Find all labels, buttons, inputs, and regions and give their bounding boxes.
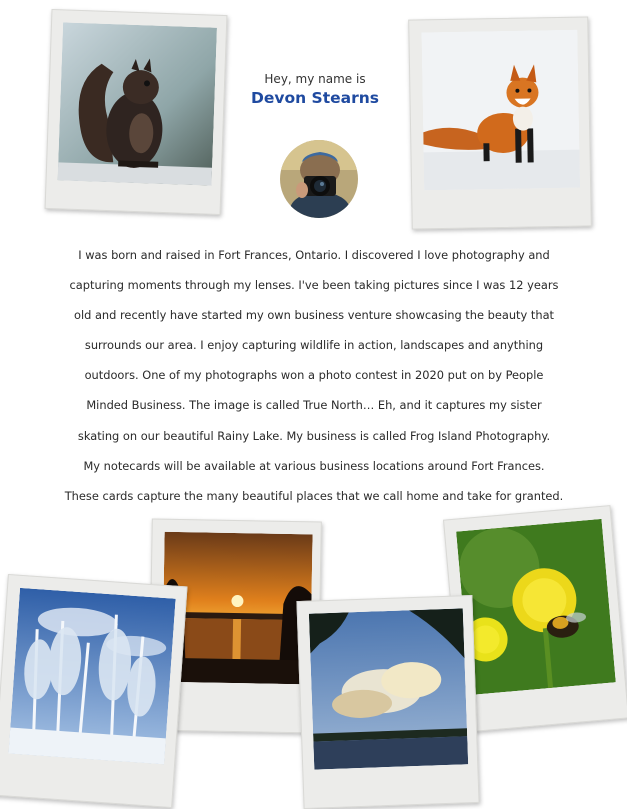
polaroid-clouds xyxy=(296,595,479,809)
intro xyxy=(240,72,390,107)
squirrel-photo xyxy=(58,22,217,185)
polaroid-fox xyxy=(408,16,592,229)
bio-line: outdoors. One of my photographs won a photo contest in 2020 put on by People xyxy=(84,368,544,383)
photographer-avatar xyxy=(280,140,358,218)
bio-line: My notecards will be available at various business locations around Fort Frances. xyxy=(83,458,545,473)
polaroid-snowy-trees xyxy=(0,574,188,808)
bio-line: old and recently have started my own business venture showcasing the beauty that xyxy=(73,308,555,323)
snowy-trees-photo xyxy=(8,588,175,764)
dandelion-bee-photo xyxy=(456,519,616,695)
fox-photo xyxy=(421,30,580,191)
bio-line: I was born and raised in Fort Frances, Ontario. I discovered I love photography and xyxy=(78,248,550,262)
bio-line: surrounds our area. I enjoy capturing wildlife in action, landscapes and anything xyxy=(84,338,544,353)
author-name: Devon Stearns xyxy=(250,89,379,107)
bio-line: Minded Business. The image is called True North… Eh, and it captures my sister xyxy=(86,398,542,413)
clouds-lake-photo xyxy=(309,608,468,769)
bio-line: These cards capture the many beautiful places that we call home and take for granted. xyxy=(64,488,564,503)
greeting: Hey, my name is xyxy=(264,72,366,86)
bio-paragraph xyxy=(60,240,568,511)
bio-line: skating on our beautiful Rainy Lake. My business is called Frog Island Photography. xyxy=(77,428,551,443)
bio-line: capturing moments through my lenses. I've been taking pictures since I was 12 years xyxy=(69,278,559,293)
polaroid-squirrel xyxy=(45,9,228,215)
